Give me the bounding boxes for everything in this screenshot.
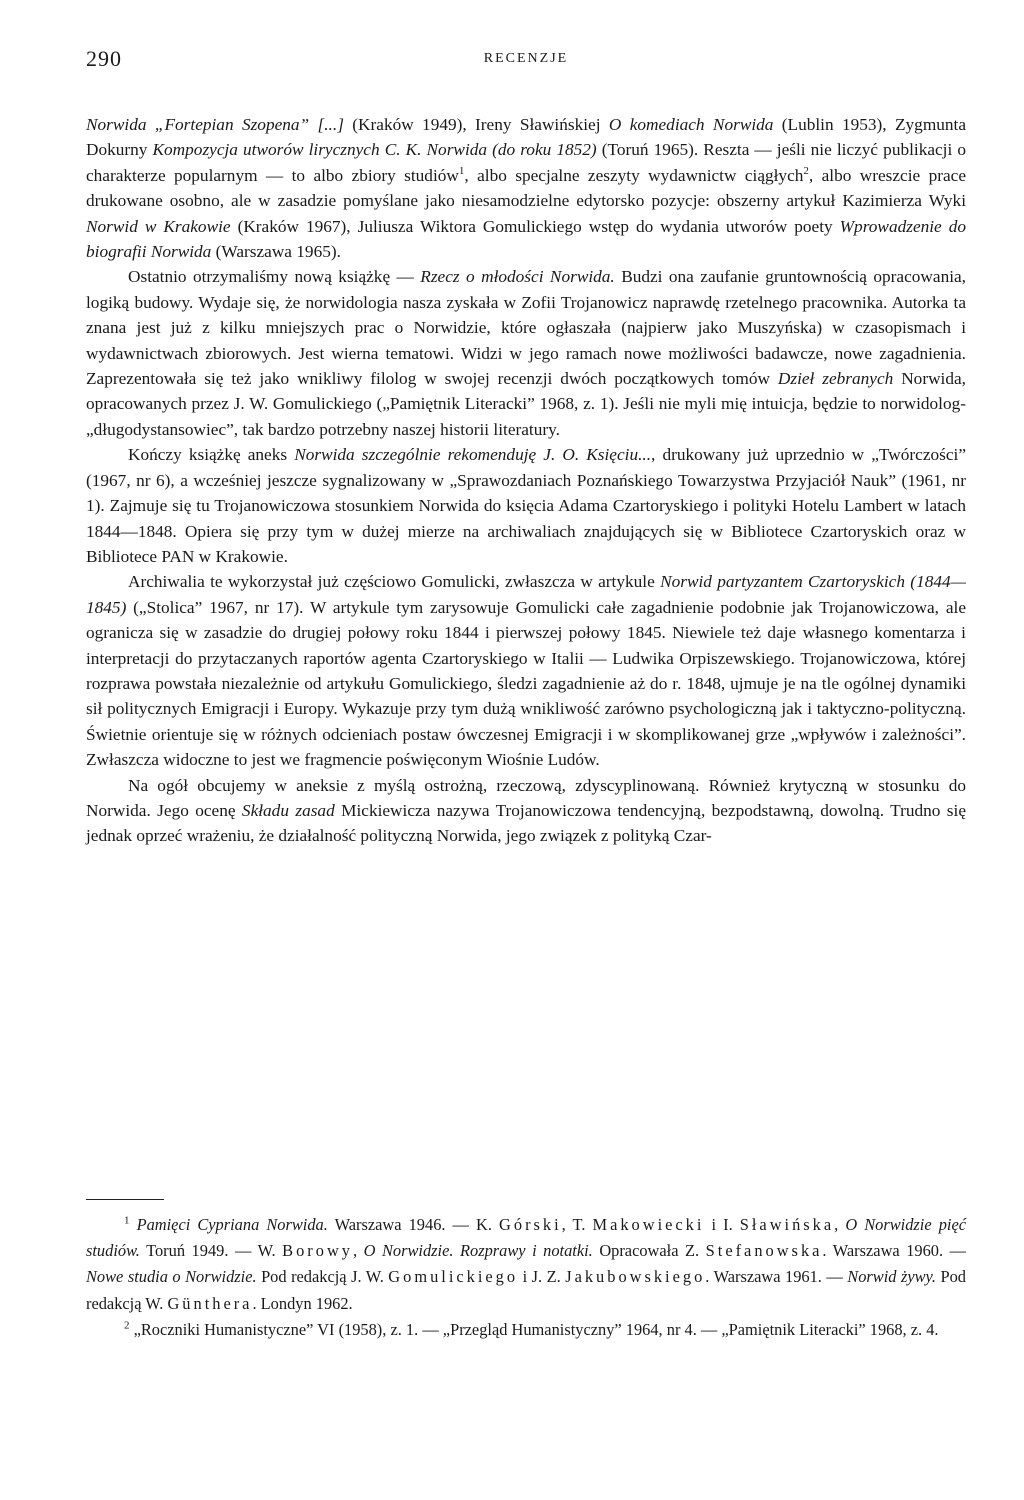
footnote-marker: 1 (458, 165, 465, 178)
spaced-author-name: Makowiecki (592, 1215, 705, 1234)
paragraph (86, 773, 966, 849)
italic-text: Norwid w Krakowie (86, 216, 231, 236)
text-run: (Warszawa 1965). (211, 242, 341, 262)
paragraph (86, 569, 966, 772)
paragraph (86, 264, 966, 442)
italic-text: O Norwidzie. Rozprawy i notatki. (363, 1241, 593, 1261)
text-run: Ostatnio otrzymaliśmy nową książkę — (128, 267, 421, 287)
text-run: i J. Z. (518, 1267, 566, 1287)
text-run: Toruń 1949. — W. (139, 1241, 283, 1261)
italic-text: Norwid żywy. (847, 1267, 936, 1287)
italic-text: Wprowadzenie do biografii Norwida (86, 216, 967, 262)
text-run: Mickiewicza nazywa Trojanowiczowa tendencyjną, bezpodstawną, dowolną. Trudno się jednak oprzeć wrażeniu, że działalność polityczną Norwida, jego związek z polityką Czar- (86, 800, 967, 846)
paragraph (86, 442, 966, 569)
text-run: Archiwalia te wykorzystał już częściowo Gomulicki, zwłaszcza w artykule (128, 572, 661, 592)
text-run: (Toruń 1965). Reszta — jeśli nie liczyć publikacji o charakterze popularnym — to albo zbiory studiów (86, 140, 966, 185)
italic-text: Nowe studia o Norwidzie. (86, 1267, 257, 1287)
text-run: , albo wreszcie prace drukowane osobno, ale w zasadzie pomyślane jako niesamodzielne edytorsko pozycje: obszerny artykuł Kazimierza Wyki (86, 165, 967, 211)
text-run: Na ogół obcujemy w aneksie z myślą ostrożną, rzeczową, zdyscyplinowaną. Również krytyczną w stosunku do Norwida. Jego ocenę (86, 775, 966, 820)
paragraph (86, 112, 966, 264)
text-run: Norwida, opracowanych przez J. W. Gomulickiego („Pamiętnik Literacki” 1968, z. 1). Jeśli nie myli mię intuicja, będzie to norwidolog-„długodystansowiec”, tak bardzo potrzebny naszej historii literatury. (86, 369, 966, 439)
text-run: . Londyn 1962. (252, 1293, 353, 1313)
spaced-author-name: Günthera (167, 1293, 253, 1313)
italic-text: Norwida szczególnie rekomenduję J. O. Księciu... (294, 445, 652, 465)
italic-text: Pamięci Cypriana Norwida. (136, 1215, 328, 1234)
spaced-author-name: Borowy (282, 1241, 353, 1261)
italic-text: Norwida „Fortepian Szopena” [...] (86, 115, 344, 134)
text-run: Budzi ona zaufanie gruntownością opracowania, logiką budowy. Wydaje się, że norwidologia nasza zyskała w Zofii Trojanowicz naprawdę rzetelnego pracownika. Autorka ta znana jest już z kilku mniejszych prac o Norwidzie, które ogłaszała (najpierw jako Muszyńska) w czasopismach i wydawnictwach zbiorowych. Jest wierna tematowi. Widzi w jego ramach nowe możliwości badawcze, nowe zagadnienia. Zaprezentowała się też jako wnikliwy filolog w swojej recenzji dwóch początkowych tomów (86, 267, 966, 389)
italic-text: Norwid partyzantem Czartoryskich (1844—1845) (86, 572, 966, 617)
italic-text: Składu zasad (241, 800, 335, 820)
footnote-marker: 1 (124, 1214, 130, 1227)
italic-text: O komediach Norwida (608, 115, 774, 134)
text-run: , (353, 1241, 364, 1261)
text-run: i I. (704, 1215, 740, 1234)
running-head: RECENZJE (483, 51, 569, 66)
text-run: . Warszawa 1961. — (705, 1267, 848, 1287)
footnote (86, 1317, 966, 1343)
spaced-author-name: Sławińska (739, 1215, 835, 1234)
italic-text: Rzecz o młodości Norwida. (420, 267, 615, 287)
text-run: , albo specjalne zeszyty wydawnictw ciągłych (464, 165, 804, 185)
text-run: , (834, 1215, 846, 1234)
spaced-author-name: Górski (499, 1215, 562, 1234)
footnotes (86, 1212, 966, 1343)
footnote-separator (86, 1199, 164, 1200)
footnote-marker: 2 (803, 165, 809, 178)
footnote (86, 1212, 966, 1317)
text-run (130, 1215, 137, 1234)
italic-text: Dzieł zebranych (777, 369, 894, 389)
italic-text: Kompozycja utworów lirycznych C. K. Norwida (do roku 1852) (152, 140, 597, 160)
text-run: . Warszawa 1960. — (822, 1241, 966, 1261)
text-run: Warszawa 1946. — K. (327, 1215, 500, 1234)
text-run: (Kraków 1949), Ireny Sławińskiej (343, 115, 609, 134)
text-run: Kończy książkę aneks (128, 445, 295, 465)
footnote-marker: 2 (124, 1319, 130, 1332)
text-run: (Kraków 1967), Juliusza Wiktora Gomulickiego wstęp do wydania utworów poety (230, 216, 840, 236)
text-run: Opracowała Z. (592, 1241, 706, 1261)
text-run: „Roczniki Humanistyczne” VI (1958), z. 1. — „Przegląd Humanistyczny” 1964, nr 4. — „Pamiętnik Literacki” 1968, z. 4. (129, 1319, 939, 1339)
page-header (86, 46, 966, 76)
text-run: , T. (561, 1215, 593, 1234)
text-run: („Stolica” 1967, nr 17). W artykule tym zarysowuje Gomulicki całe zagadnienie podobnie jak Trojanowiczowa, ale ogranicza się w zasadzie do drugiej połowy roku 1844 i pierwszej połowy 1845. Niewiele też daje własnego komentarza i interpretacji do przytaczanych raportów agenta Czartoryskiego w Italii — Ludwika Orpiszewskiego. Trojanowiczowa, której rozprawa powstała niezależnie od artykułu Gomulickiego, śledzi zagadnienie aż do r. 1848, ujmuje je na tle ogólnej dynamiki sił politycznych Emigracji i Europy. Wykazuje przy tym dużą wnikliwość zarówno psychologiczną jak i taktyczno-polityczną. Świetnie orientuje się w różnych odcieniach postaw ówczesnej Emigracji i w skomplikowanej grze „wpływów i zależności”. Zwłaszcza widoczne to jest we fragmencie poświęconym Wiośnie Ludów. (86, 597, 966, 770)
review-body-text (86, 112, 966, 849)
text-run: (Lublin 1953), Zygmunta Dokurny (86, 115, 967, 160)
spaced-author-name: Jakubowskiego (565, 1267, 706, 1287)
text-run: Pod redakcją J. W. (256, 1267, 389, 1287)
spaced-author-name: Stefanowska (705, 1241, 823, 1261)
text-run: Pod redakcją W. (86, 1267, 966, 1313)
page-number: 290 (86, 46, 122, 71)
spaced-author-name: Gomulickiego (388, 1267, 519, 1287)
italic-text: O Norwidzie pięć studiów. (86, 1215, 966, 1261)
text-run: , drukowany już uprzednio w „Twórczości” (1967, nr 6), a wcześniej jeszcze sygnalizowany w „Sprawozdaniach Poznańskiego Towarzystwa Przyjaciół Nauk” (1961, nr 1). Zajmuje się tu Trojanowiczowa stosunkiem Norwida do księcia Adama Czartoryskiego i polityki Hotelu Lambert w latach 1844—1848. Opiera się przy tym w dużej mierze na archiwaliach znajdujących się w Bibliotece Czartoryskich oraz w Bibliotece PAN w Krakowie. (86, 445, 966, 566)
